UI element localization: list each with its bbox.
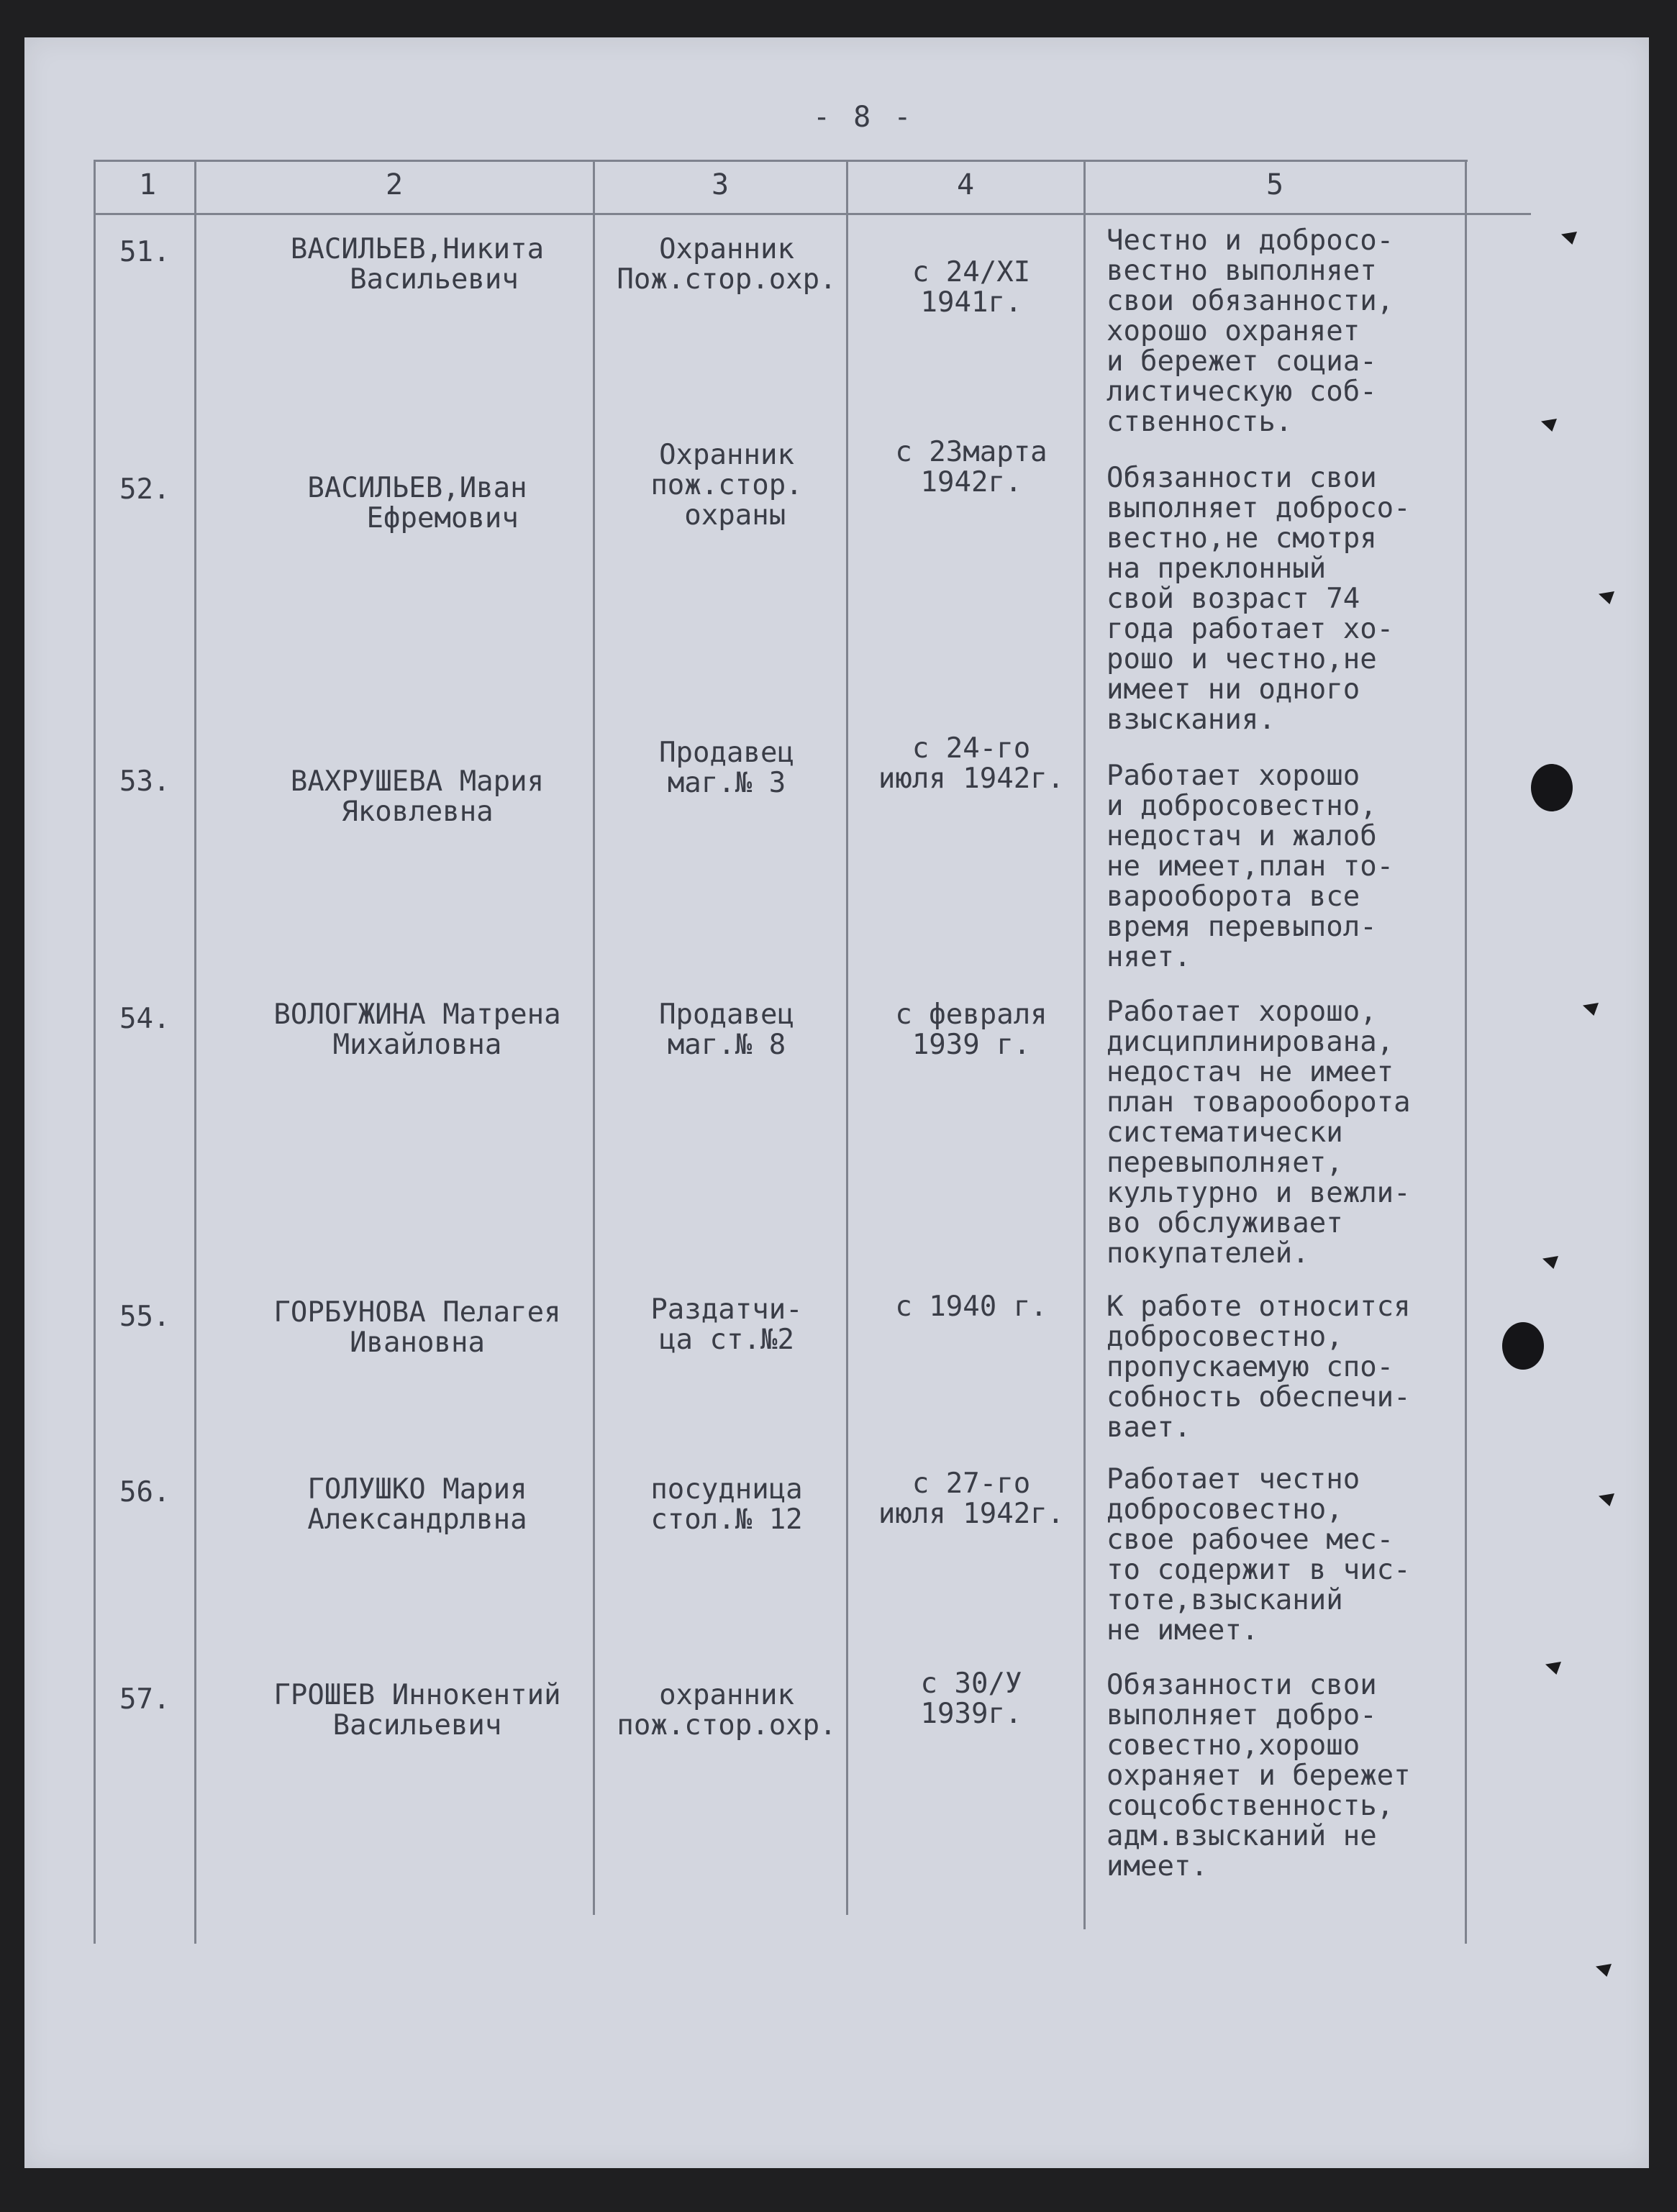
page-number: - 8 - — [813, 101, 914, 134]
table-header-rule — [94, 213, 1531, 215]
employee-name: ВАСИЛЬЕВ,Иван Ефремович — [307, 472, 527, 534]
employee-position: посудница стол.№ 12 — [650, 1473, 803, 1536]
employee-position: Продавец маг.№ 8 — [659, 998, 794, 1061]
characteristic-text: Работает честно добросовестно, свое рабочее мес- то содержит в чис- тоте,взысканий не имеет. — [1106, 1463, 1411, 1647]
employee-position: охранник пож.стор.охр. — [617, 1679, 837, 1742]
employee-name: ВАСИЛЬЕВ,Никита Васильевич — [290, 233, 545, 296]
characteristic-text: К работе относится добросовестно, пропускаемую спо- собность обеспечи- вает. — [1106, 1291, 1411, 1444]
column-header: 5 — [1265, 168, 1284, 201]
employment-date: с февраля 1939 г. — [895, 998, 1047, 1061]
row-number: 51. — [119, 236, 171, 268]
row-number: 55. — [119, 1301, 171, 1333]
row-number: 54. — [119, 1003, 171, 1035]
employment-date: с 27-го июля 1942г. — [878, 1467, 1065, 1530]
employee-position: Раздатчи- ца ст.№2 — [650, 1293, 803, 1356]
employment-date: с 24/XI 1941г. — [912, 256, 1031, 319]
employee-name: ВОЛОГЖИНА Матрена Михайловна — [273, 998, 561, 1061]
characteristic-text: Честно и добросо- вестно выполняет свои обязанности, хорошо охраняет и бережет социа- листическую соб- ственность. — [1106, 224, 1394, 438]
punch-hole-bottom — [1502, 1322, 1544, 1370]
employee-position: Продавец маг.№ 3 — [659, 737, 794, 799]
employee-name: ГРОШЕВ Иннокентий Васильевич — [273, 1679, 561, 1742]
characteristic-text: Работает хорошо и добросовестно, недостач и жалоб не имеет,план то- варооборота все время перевыпол- няет. — [1106, 760, 1394, 973]
characteristic-text: Обязанности свои выполняет добро- совестно,хорошо охраняет и бережет соцсобственность, адм.взысканий не имеет. — [1106, 1669, 1411, 1883]
column-header: 4 — [956, 168, 975, 201]
column-header: 1 — [138, 168, 157, 201]
characteristic-text: Обязанности свои выполняет добросо- вестно,не смотря на преклонный свой возраст 74 года работает хо- рошо и честно,не имеет ни одного взыскания. — [1106, 462, 1411, 736]
table-top-rule — [94, 160, 1468, 162]
employee-name: ГОЛУШКО Мария Александрлвна — [307, 1473, 527, 1536]
employee-name: ВАХРУШЕВА Мария Яковлевна — [290, 765, 545, 828]
punch-hole-top — [1531, 764, 1573, 811]
employment-date: с 23марта 1942г. — [895, 436, 1047, 499]
employee-position: Охранник пож.стор. охраны — [650, 439, 803, 532]
employment-date: с 1940 г. — [895, 1291, 1047, 1323]
column-header: 2 — [385, 168, 404, 201]
employment-date: с 24-го июля 1942г. — [878, 732, 1065, 795]
row-number: 53. — [119, 765, 171, 798]
employment-date: с 30/У 1939г. — [920, 1667, 1022, 1730]
column-divider — [194, 160, 196, 1944]
employee-position: Охранник Пож.стор.охр. — [617, 233, 837, 296]
row-number: 52. — [119, 473, 171, 506]
employee-name: ГОРБУНОВА Пелагея Ивановна — [273, 1296, 561, 1359]
column-divider — [94, 160, 96, 1944]
characteristic-text: Работает хорошо, дисциплинирована, недостач не имеет план товарооборота систематически перевыполняет, культурно и вежли- во обслуживает покупателей. — [1106, 996, 1411, 1270]
row-number: 57. — [119, 1683, 171, 1716]
row-number: 56. — [119, 1476, 171, 1508]
column-header: 3 — [711, 168, 730, 201]
